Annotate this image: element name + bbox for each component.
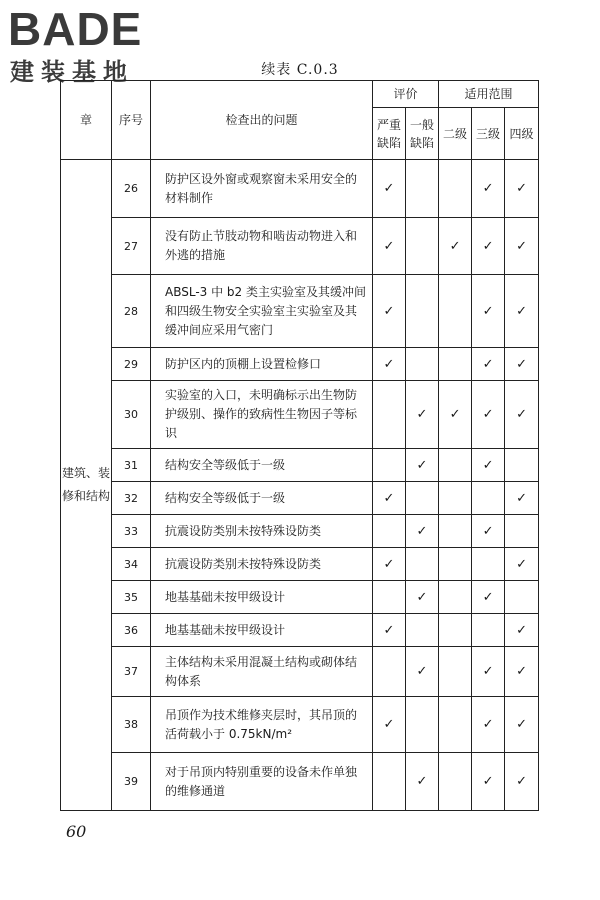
row-level4-mark	[505, 449, 539, 482]
row-level2-mark: ✓	[439, 381, 472, 449]
row-serious-mark	[373, 381, 406, 449]
row-general-mark	[406, 275, 439, 348]
row-level3-mark: ✓	[472, 753, 505, 811]
table-row	[61, 275, 539, 348]
row-number: 27	[112, 218, 151, 275]
row-serious-mark: ✓	[373, 482, 406, 515]
row-serious-mark: ✓	[373, 218, 406, 275]
row-level4-mark: ✓	[505, 482, 539, 515]
table-caption: 续表 C.0.3	[261, 62, 339, 78]
row-general-mark	[406, 348, 439, 381]
row-level2-mark	[439, 697, 472, 753]
row-level3-mark: ✓	[472, 581, 505, 614]
row-issue: 抗震设防类别未按特殊设防类	[151, 548, 373, 581]
row-level2-mark: ✓	[439, 218, 472, 275]
row-level3-mark: ✓	[472, 160, 505, 218]
row-level2-mark	[439, 482, 472, 515]
row-number: 29	[112, 348, 151, 381]
table-row	[61, 218, 539, 275]
row-serious-mark	[373, 647, 406, 697]
table-row	[61, 381, 539, 449]
header-issue: 检查出的问题	[151, 81, 373, 160]
row-level2-mark	[439, 753, 472, 811]
header-level2: 二级	[439, 108, 472, 160]
row-general-mark: ✓	[406, 647, 439, 697]
row-level4-mark: ✓	[505, 218, 539, 275]
row-serious-mark: ✓	[373, 614, 406, 647]
row-general-mark	[406, 218, 439, 275]
row-level4-mark: ✓	[505, 160, 539, 218]
row-number: 34	[112, 548, 151, 581]
row-general-mark	[406, 482, 439, 515]
row-issue: 结构安全等级低于一级	[151, 482, 373, 515]
row-general-mark: ✓	[406, 449, 439, 482]
page-number: 60	[66, 822, 87, 841]
inspection-table	[60, 80, 539, 811]
table-row	[61, 348, 539, 381]
row-issue: ABSL-3 中 b2 类主实验室及其缓冲间和四级生物安全实验室主实验室及其缓冲间应采用气密门	[151, 275, 373, 348]
row-level2-mark	[439, 160, 472, 218]
row-issue: 对于吊顶内特别重要的设备未作单独的维修通道	[151, 753, 373, 811]
row-number: 26	[112, 160, 151, 218]
row-level4-mark: ✓	[505, 548, 539, 581]
row-issue: 主体结构未采用混凝土结构或砌体结构体系	[151, 647, 373, 697]
row-level2-mark	[439, 581, 472, 614]
header-level4: 四级	[505, 108, 539, 160]
row-level3-mark: ✓	[472, 449, 505, 482]
row-serious-mark: ✓	[373, 160, 406, 218]
row-level2-mark	[439, 548, 472, 581]
row-level2-mark	[439, 348, 472, 381]
row-number: 33	[112, 515, 151, 548]
row-number: 38	[112, 697, 151, 753]
row-level4-mark: ✓	[505, 614, 539, 647]
row-issue: 防护区内的顶棚上设置检修口	[151, 348, 373, 381]
row-number: 28	[112, 275, 151, 348]
chapter-cell: 建筑、装修和结构	[61, 160, 112, 811]
row-level4-mark	[505, 581, 539, 614]
row-issue: 没有防止节肢动物和啮齿动物进入和外逃的措施	[151, 218, 373, 275]
table-row	[61, 581, 539, 614]
row-serious-mark: ✓	[373, 348, 406, 381]
row-level2-mark	[439, 449, 472, 482]
row-level4-mark: ✓	[505, 381, 539, 449]
row-serious-mark	[373, 581, 406, 614]
row-level3-mark: ✓	[472, 275, 505, 348]
row-level2-mark	[439, 515, 472, 548]
header-level3: 三级	[472, 108, 505, 160]
row-level4-mark	[505, 515, 539, 548]
row-level2-mark	[439, 275, 472, 348]
table-row	[61, 697, 539, 753]
table-row	[61, 614, 539, 647]
row-serious-mark	[373, 449, 406, 482]
header-general: 一般缺陷	[406, 108, 439, 160]
header-chapter: 章	[61, 81, 112, 160]
row-general-mark: ✓	[406, 381, 439, 449]
row-level3-mark: ✓	[472, 515, 505, 548]
row-level2-mark	[439, 647, 472, 697]
row-general-mark: ✓	[406, 515, 439, 548]
row-serious-mark	[373, 753, 406, 811]
row-number: 30	[112, 381, 151, 449]
row-number: 39	[112, 753, 151, 811]
row-issue: 结构安全等级低于一级	[151, 449, 373, 482]
row-level4-mark: ✓	[505, 348, 539, 381]
row-issue: 抗震设防类别未按特殊设防类	[151, 515, 373, 548]
row-issue: 地基基础未按甲级设计	[151, 581, 373, 614]
header-scope: 适用范围	[439, 81, 539, 108]
row-serious-mark: ✓	[373, 548, 406, 581]
table-row	[61, 160, 539, 218]
row-general-mark	[406, 614, 439, 647]
row-level3-mark: ✓	[472, 218, 505, 275]
row-issue: 实验室的入口，未明确标示出生物防护级别、操作的致病性生物因子等标识	[151, 381, 373, 449]
table-row	[61, 753, 539, 811]
row-level3-mark: ✓	[472, 647, 505, 697]
row-level3-mark: ✓	[472, 697, 505, 753]
row-level3-mark	[472, 482, 505, 515]
row-general-mark	[406, 160, 439, 218]
row-level3-mark: ✓	[472, 348, 505, 381]
table-row	[61, 515, 539, 548]
row-number: 31	[112, 449, 151, 482]
row-serious-mark: ✓	[373, 275, 406, 348]
row-level3-mark: ✓	[472, 381, 505, 449]
row-level4-mark: ✓	[505, 647, 539, 697]
row-number: 32	[112, 482, 151, 515]
header-evaluation: 评价	[373, 81, 439, 108]
row-general-mark	[406, 697, 439, 753]
logo-subtitle: 建装基地	[10, 58, 134, 86]
row-level4-mark: ✓	[505, 753, 539, 811]
row-number: 35	[112, 581, 151, 614]
row-number: 37	[112, 647, 151, 697]
row-serious-mark: ✓	[373, 697, 406, 753]
row-level2-mark	[439, 614, 472, 647]
row-level3-mark	[472, 548, 505, 581]
row-level3-mark	[472, 614, 505, 647]
row-serious-mark	[373, 515, 406, 548]
row-number: 36	[112, 614, 151, 647]
row-issue: 防护区设外窗或观察窗未采用安全的材料制作	[151, 160, 373, 218]
logo-wordmark: BADE	[8, 3, 143, 55]
row-general-mark	[406, 548, 439, 581]
row-level4-mark: ✓	[505, 275, 539, 348]
table-row	[61, 449, 539, 482]
table-row	[61, 548, 539, 581]
row-general-mark: ✓	[406, 581, 439, 614]
table-row	[61, 647, 539, 697]
row-general-mark: ✓	[406, 753, 439, 811]
row-level4-mark: ✓	[505, 697, 539, 753]
table-row	[61, 482, 539, 515]
row-issue: 吊顶作为技术维修夹层时，其吊顶的活荷载小于 0.75kN/m²	[151, 697, 373, 753]
row-issue: 地基基础未按甲级设计	[151, 614, 373, 647]
header-seq: 序号	[112, 81, 151, 160]
header-serious: 严重缺陷	[373, 108, 406, 160]
